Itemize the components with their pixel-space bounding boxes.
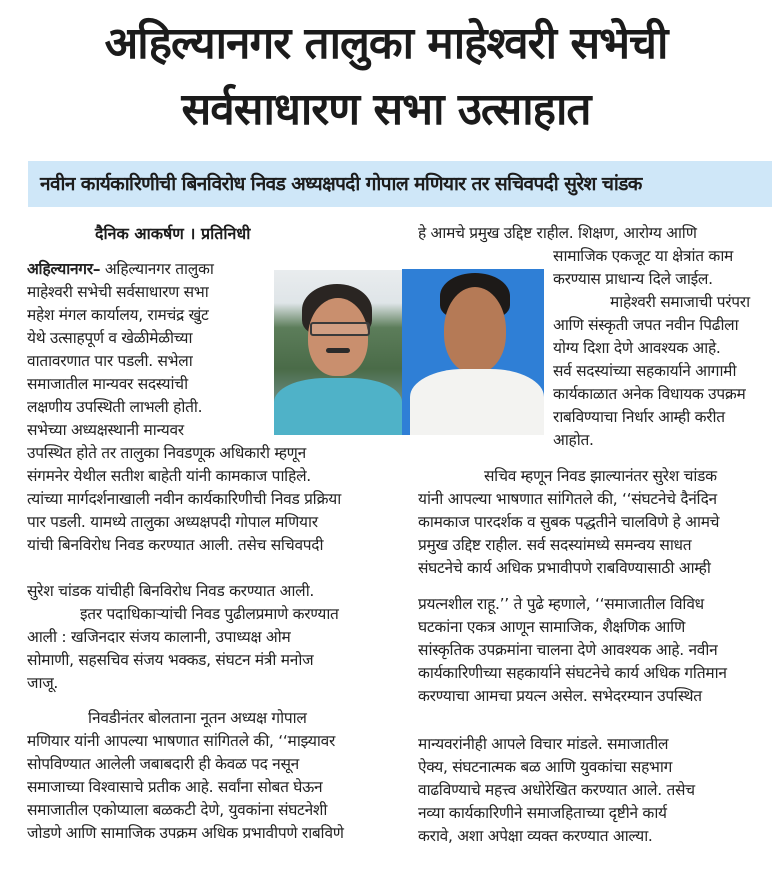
headline-line-1: अहिल्यानगर तालुका माहेश्वरी सभेची [104, 18, 668, 69]
text-line: आहोत. [553, 431, 594, 449]
text-line: समाजाच्या विश्वासाचे प्रतीक आहे. सर्वांना सोबत घेऊन [27, 778, 323, 796]
text-line: त्यांच्या मार्गदर्शनाखाली नवीन कार्यकारिणीची निवड प्रक्रिया [27, 490, 341, 508]
text-line: मान्यवरांनीही आपले विचार मांडले. समाजातील [418, 735, 669, 753]
photo-gopal-maniyar [274, 270, 402, 435]
text-line: राबविण्याचा निर्धार आम्ही करीत [553, 408, 725, 426]
text-line: महेश मंगल कार्यालय, रामचंद्र खुंट [27, 306, 209, 324]
text-line: घटकांना एकत्र आणून सामाजिक, शैक्षणिक आणि [418, 618, 685, 636]
text-line: जोडणे आणि सामाजिक उपक्रम अधिक प्रभावीपणे राबविणे [27, 824, 344, 842]
text-line: माहेश्वरी सभेची सर्वसाधारण सभा [27, 283, 209, 301]
text-line: समाजातील एकोप्याला बळकटी देणे, युवकांना संघटनेशी [27, 801, 328, 819]
headline-line-2: सर्वसाधारण सभा उत्साहात [181, 84, 591, 135]
text-line: प्रमुख उद्दिष्ट राहील. सर्व सदस्यांमध्ये समन्वय साधत [418, 536, 692, 554]
text-line: ऐक्य, संघटनात्मक बळ आणि युवकांचा सहभाग [418, 758, 673, 776]
text-line: करण्यास प्राधान्य दिले जाईल. [553, 270, 713, 288]
text-line: कार्यकाळात अनेक विधायक उपक्रम [553, 385, 746, 403]
text-line: सांस्कृतिक उपक्रमांना चालना देणे आवश्यक आहे. नवीन [418, 641, 718, 659]
text-line: लक्षणीय उपस्थिती लाभली होती. [27, 398, 203, 416]
text-line: प्रयत्नशील राहू.’’ ते पुढे म्हणाले, ‘‘समाजातील विविध [418, 595, 704, 613]
dateline: अहिल्यानगर– [27, 260, 101, 278]
text-line: वातावरणात पार पडली. सभेला [27, 352, 193, 370]
text-line: कामकाज पारदर्शक व सुबक पद्धतीने चालविणे हे आमचे [418, 513, 720, 531]
text-line: यांची बिनविरोध निवड करण्यात आली. तसेच सचिवपदी [27, 536, 324, 554]
text-line: इतर पदाधिकाऱ्यांची निवड पुढीलप्रमाणे करण्यात [80, 605, 339, 623]
text-line: सभेच्या अध्यक्षस्थानी मान्यवर [27, 421, 184, 439]
byline: दैनिक आकर्षण । प्रतिनिधी [95, 224, 251, 243]
text-line: येथे उत्साहपूर्ण व खेळीमेळीच्या [27, 329, 193, 347]
dateline-line: अहिल्यानगर– अहिल्यानगर तालुका [27, 260, 214, 278]
text-line: नव्या कार्यकारिणीने समाजहिताच्या दृष्टीने कार्य [418, 804, 667, 822]
text-line: सोमाणी, सहसचिव संजय भक्कड, संघटन मंत्री मनोज [27, 651, 314, 669]
text-line: माहेश्वरी समाजाची परंपरा [610, 293, 750, 311]
text-line: उपस्थित होते तर तालुका निवडणूक अधिकारी म्हणून [27, 444, 306, 462]
subheadline: नवीन कार्यकारिणीची बिनविरोध निवड अध्यक्षपदी गोपाल मणियार तर सचिवपदी सुरेश चांडक [40, 173, 642, 195]
text-line: हे आमचे प्रमुख उद्दिष्ट राहील. शिक्षण, आरोग्य आणि [418, 224, 697, 242]
subheadline-banner [28, 161, 772, 207]
text-line: आली : खजिनदार संजय कालानी, उपाध्यक्ष ओम [27, 628, 291, 646]
photo-suresh-chandak [402, 269, 544, 435]
text-line: जाजू. [27, 674, 59, 692]
text-line: सर्व सदस्यांच्या सहकार्याने आगामी [553, 362, 737, 380]
text-line: सोपविण्यात आलेली जबाबदारी ही केवळ पद नसून [27, 755, 299, 773]
text-line: निवडीनंतर बोलताना नूतन अध्यक्ष गोपाल [88, 709, 307, 727]
text-line: करण्याचा आमचा प्रयत्न असेल. सभेदरम्यान उपस्थित [418, 687, 702, 705]
text-line: योग्य दिशा देणे आवश्यक आहे. [553, 339, 721, 357]
text-line: करावे, अशा अपेक्षा व्यक्त करण्यात आल्या. [418, 827, 653, 845]
text-line: मणियार यांनी आपल्या भाषणात सांगितले की, ‘‘माझ्यावर [27, 732, 336, 750]
text-line: यांनी आपल्या भाषणात सांगितले की, ‘‘संघटनेचे दैनंदिन [418, 490, 717, 508]
text-line: पार पडली. यामध्ये तालुका अध्यक्षपदी गोपाल मणियार [27, 513, 318, 531]
text-line: संगमनेर येथील सतीश बाहेती यांनी कामकाज पाहिले. [27, 467, 311, 485]
text-line: कार्यकारिणीच्या सहकार्याने संघटनेचे कार्य अधिक गतिमान [418, 664, 727, 682]
text-line: संघटनेचे कार्य अधिक प्रभावीपणे राबविण्यासाठी आम्ही [418, 559, 711, 577]
text-line: समाजातील मान्यवर सदस्यांची [27, 375, 188, 393]
text-line: आणि संस्कृती जपत नवीन पिढीला [553, 316, 739, 334]
text-line: वाढविण्याचे महत्त्व अधोरेखित करण्यात आले. तसेच [418, 781, 695, 799]
text-line: सामाजिक एकजूट या क्षेत्रांत काम [553, 247, 734, 265]
text-line: सुरेश चांडक यांचीही बिनविरोध निवड करण्यात आली. [27, 582, 315, 600]
text-line: सचिव म्हणून निवड झाल्यानंतर सुरेश चांडक [484, 467, 717, 485]
